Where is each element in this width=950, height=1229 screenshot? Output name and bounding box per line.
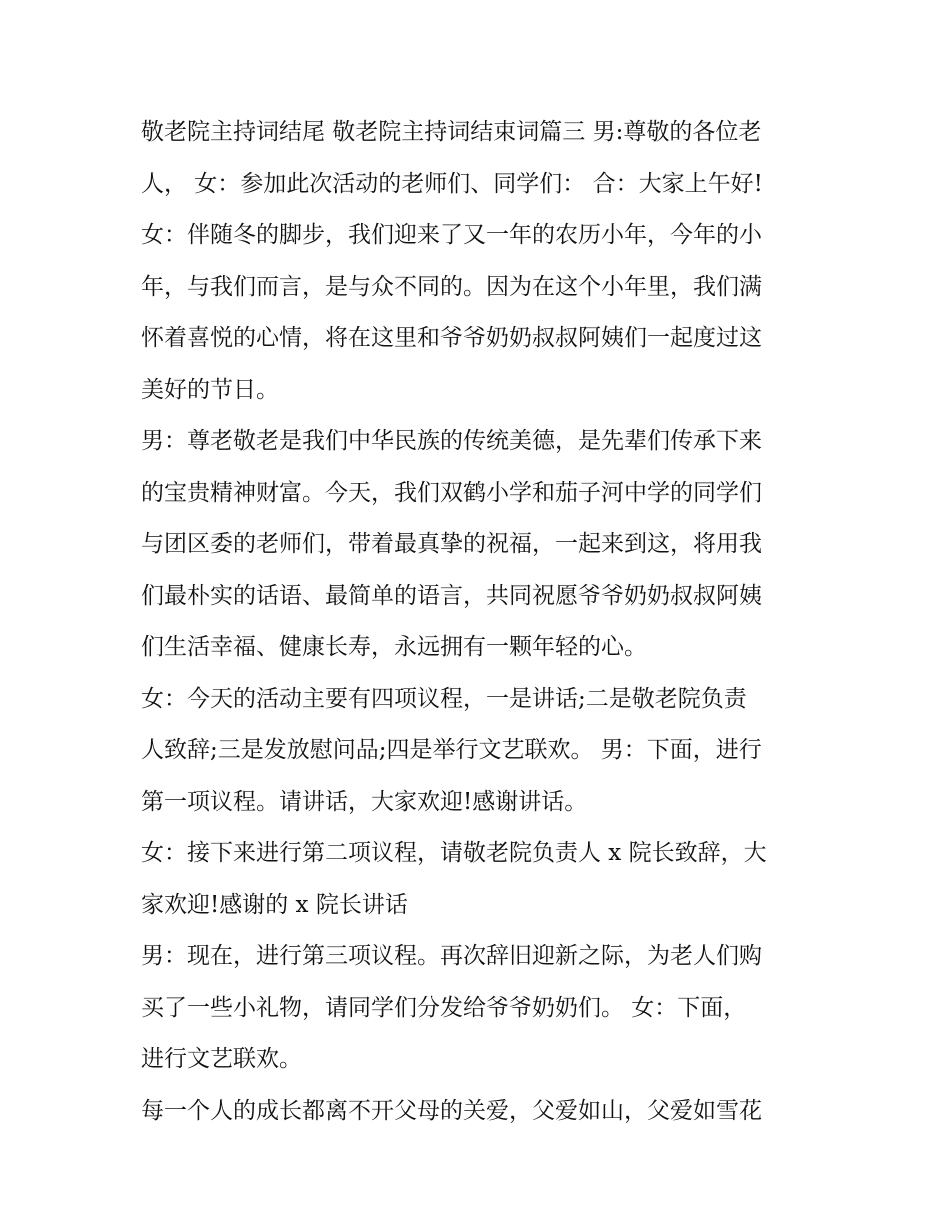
- text-line: 买了一些小礼物，请同学们分发给爷爷奶奶们。 女：下面，: [141, 994, 747, 1021]
- text-line: 每一个人的成长都离不开父母的关爱，父爱如山，父爱如雪花: [141, 1097, 762, 1124]
- text-line: 美好的节日。: [141, 376, 279, 403]
- text-line: 的宝贵精神财富。今天，我们双鹤小学和茄子河中学的同学们: [141, 479, 762, 506]
- text-line: 年，与我们而言，是与众不同的。因为在这个小年里，我们满: [141, 273, 762, 300]
- text-line: 第一项议程。请讲话，大家欢迎!感谢讲话。: [141, 788, 588, 815]
- text-line: 女：接下来进行第二项议程，请敬老院负责人 x 院长致辞，大: [141, 840, 767, 866]
- text-line: 男：现在，进行第三项议程。再次辞旧迎新之际，为老人们购: [141, 943, 762, 969]
- text-line: 进行文艺联欢。: [141, 1046, 302, 1072]
- text-line: 怀着喜悦的心情，将在这里和爷爷奶奶叔叔阿姨们一起度过这: [141, 325, 762, 351]
- document-body: [141, 107, 816, 1137]
- text-line: 人致辞;三是发放慰问品;四是举行文艺联欢。 男：下面，进行: [141, 737, 762, 763]
- text-line: 们生活幸福、健康长寿，永远拥有一颗年轻的心。: [141, 634, 647, 660]
- text-line: 们最朴实的话语、最简单的语言，共同祝愿爷爷奶奶叔叔阿姨: [141, 582, 762, 609]
- text-line: 家欢迎!感谢的 x 院长讲话: [141, 891, 408, 918]
- text-line: 男：尊老敬老是我们中华民族的传统美德，是先辈们传承下来: [141, 428, 762, 454]
- text-line: 女：今天的活动主要有四项议程，一是讲话;二是敬老院负责: [141, 685, 747, 712]
- text-line: 人， 女：参加此次活动的老师们、同学们： 合：大家上午好!: [141, 170, 763, 197]
- text-line: 与团区委的老师们，带着最真挚的祝福，一起来到这，将用我: [141, 531, 762, 557]
- text-line: 敬老院主持词结尾 敬老院主持词结束词篇三 男:尊敬的各位老: [141, 119, 762, 145]
- text-line: 女：伴随冬的脚步，我们迎来了又一年的农历小年，今年的小: [141, 222, 762, 248]
